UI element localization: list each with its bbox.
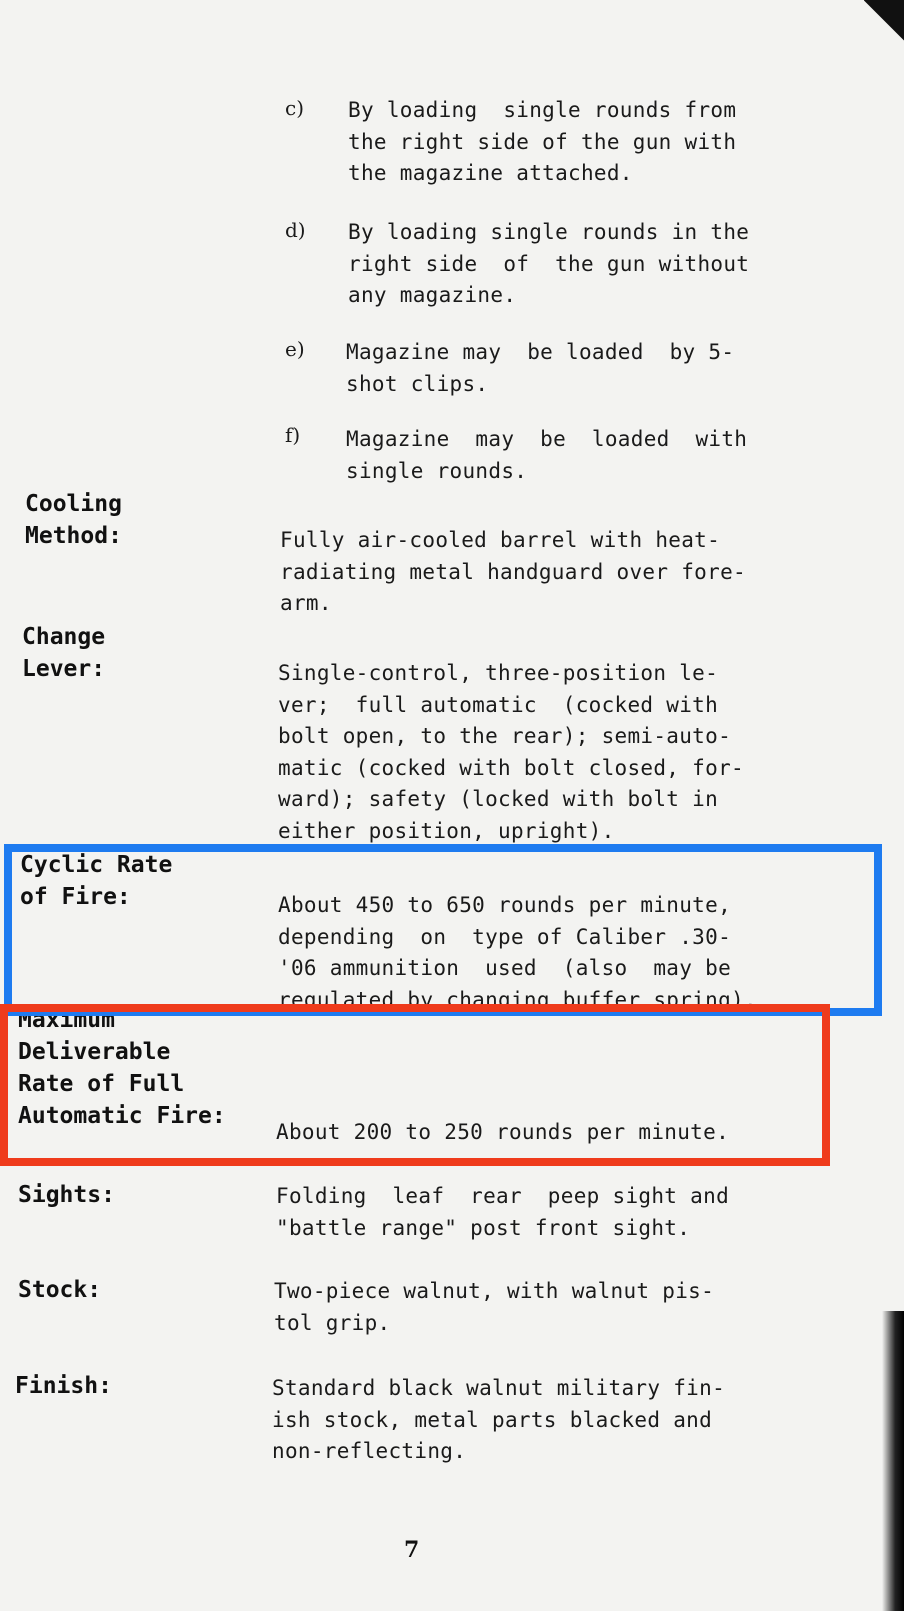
spec-value-change-lever-clip bbox=[278, 658, 838, 841]
spec-value-sights: Folding leaf rear peep sight and "battle range" post front sight. bbox=[276, 1184, 730, 1240]
spec-label-max-rate: Maximum Deliverable Rate of Full Automatic Fire: bbox=[18, 1007, 226, 1129]
spec-value-cyclic-rate: About 450 to 650 rounds per minute, depending on type of Caliber .30- '06 ammunition used (also may be regulated by changing buffer spring). bbox=[278, 893, 757, 1012]
list-item-text: By loading single rounds in the right side of the gun without any magazine. bbox=[348, 220, 750, 307]
spec-value-cooling: Fully air-cooled barrel with heat- radiating metal handguard over fore- arm. bbox=[280, 528, 746, 615]
list-item-text: Magazine may be loaded with single rounds. bbox=[346, 427, 748, 483]
page-edge-shadow bbox=[882, 1311, 904, 1611]
spec-value-finish: Standard black walnut military fin- ish stock, metal parts blacked and non-reflecting. bbox=[272, 1376, 726, 1463]
spec-label-sights: Sights: bbox=[18, 1182, 115, 1208]
spec-value-stock: Two-piece walnut, with walnut pis- tol grip. bbox=[274, 1279, 715, 1335]
list-marker: e) bbox=[285, 337, 305, 361]
highlight-box-red bbox=[0, 1004, 830, 1166]
list-item-text: Magazine may be loaded by 5- shot clips. bbox=[346, 340, 735, 396]
list-item-text: By loading single rounds from the right side of the gun with the magazine attached. bbox=[348, 98, 737, 185]
spec-label-change-lever: Change Lever: bbox=[22, 624, 106, 682]
spec-label-cyclic-rate: Cyclic Rate of Fire: bbox=[20, 852, 173, 910]
spec-label-cooling: Cooling Method: bbox=[25, 491, 122, 549]
list-marker: c) bbox=[285, 96, 305, 120]
list-marker: f) bbox=[285, 423, 301, 447]
spec-label-stock: Stock: bbox=[18, 1277, 102, 1303]
highlight-box-blue bbox=[4, 844, 882, 1016]
spec-value-max-rate: About 200 to 250 rounds per minute. bbox=[276, 1120, 730, 1144]
page-number: 7 bbox=[404, 1537, 420, 1563]
page-corner-shadow bbox=[864, 0, 904, 60]
spec-label-finish: Finish: bbox=[15, 1373, 112, 1399]
list-marker: d) bbox=[285, 218, 306, 242]
spec-value-change-lever: Single-control, three-position le- ver; full automatic (cocked with bolt open, to the rear); semi-auto- matic (cocked with bolt closed, for- ward); safety (locked with bolt in either position, upright). bbox=[278, 661, 744, 843]
